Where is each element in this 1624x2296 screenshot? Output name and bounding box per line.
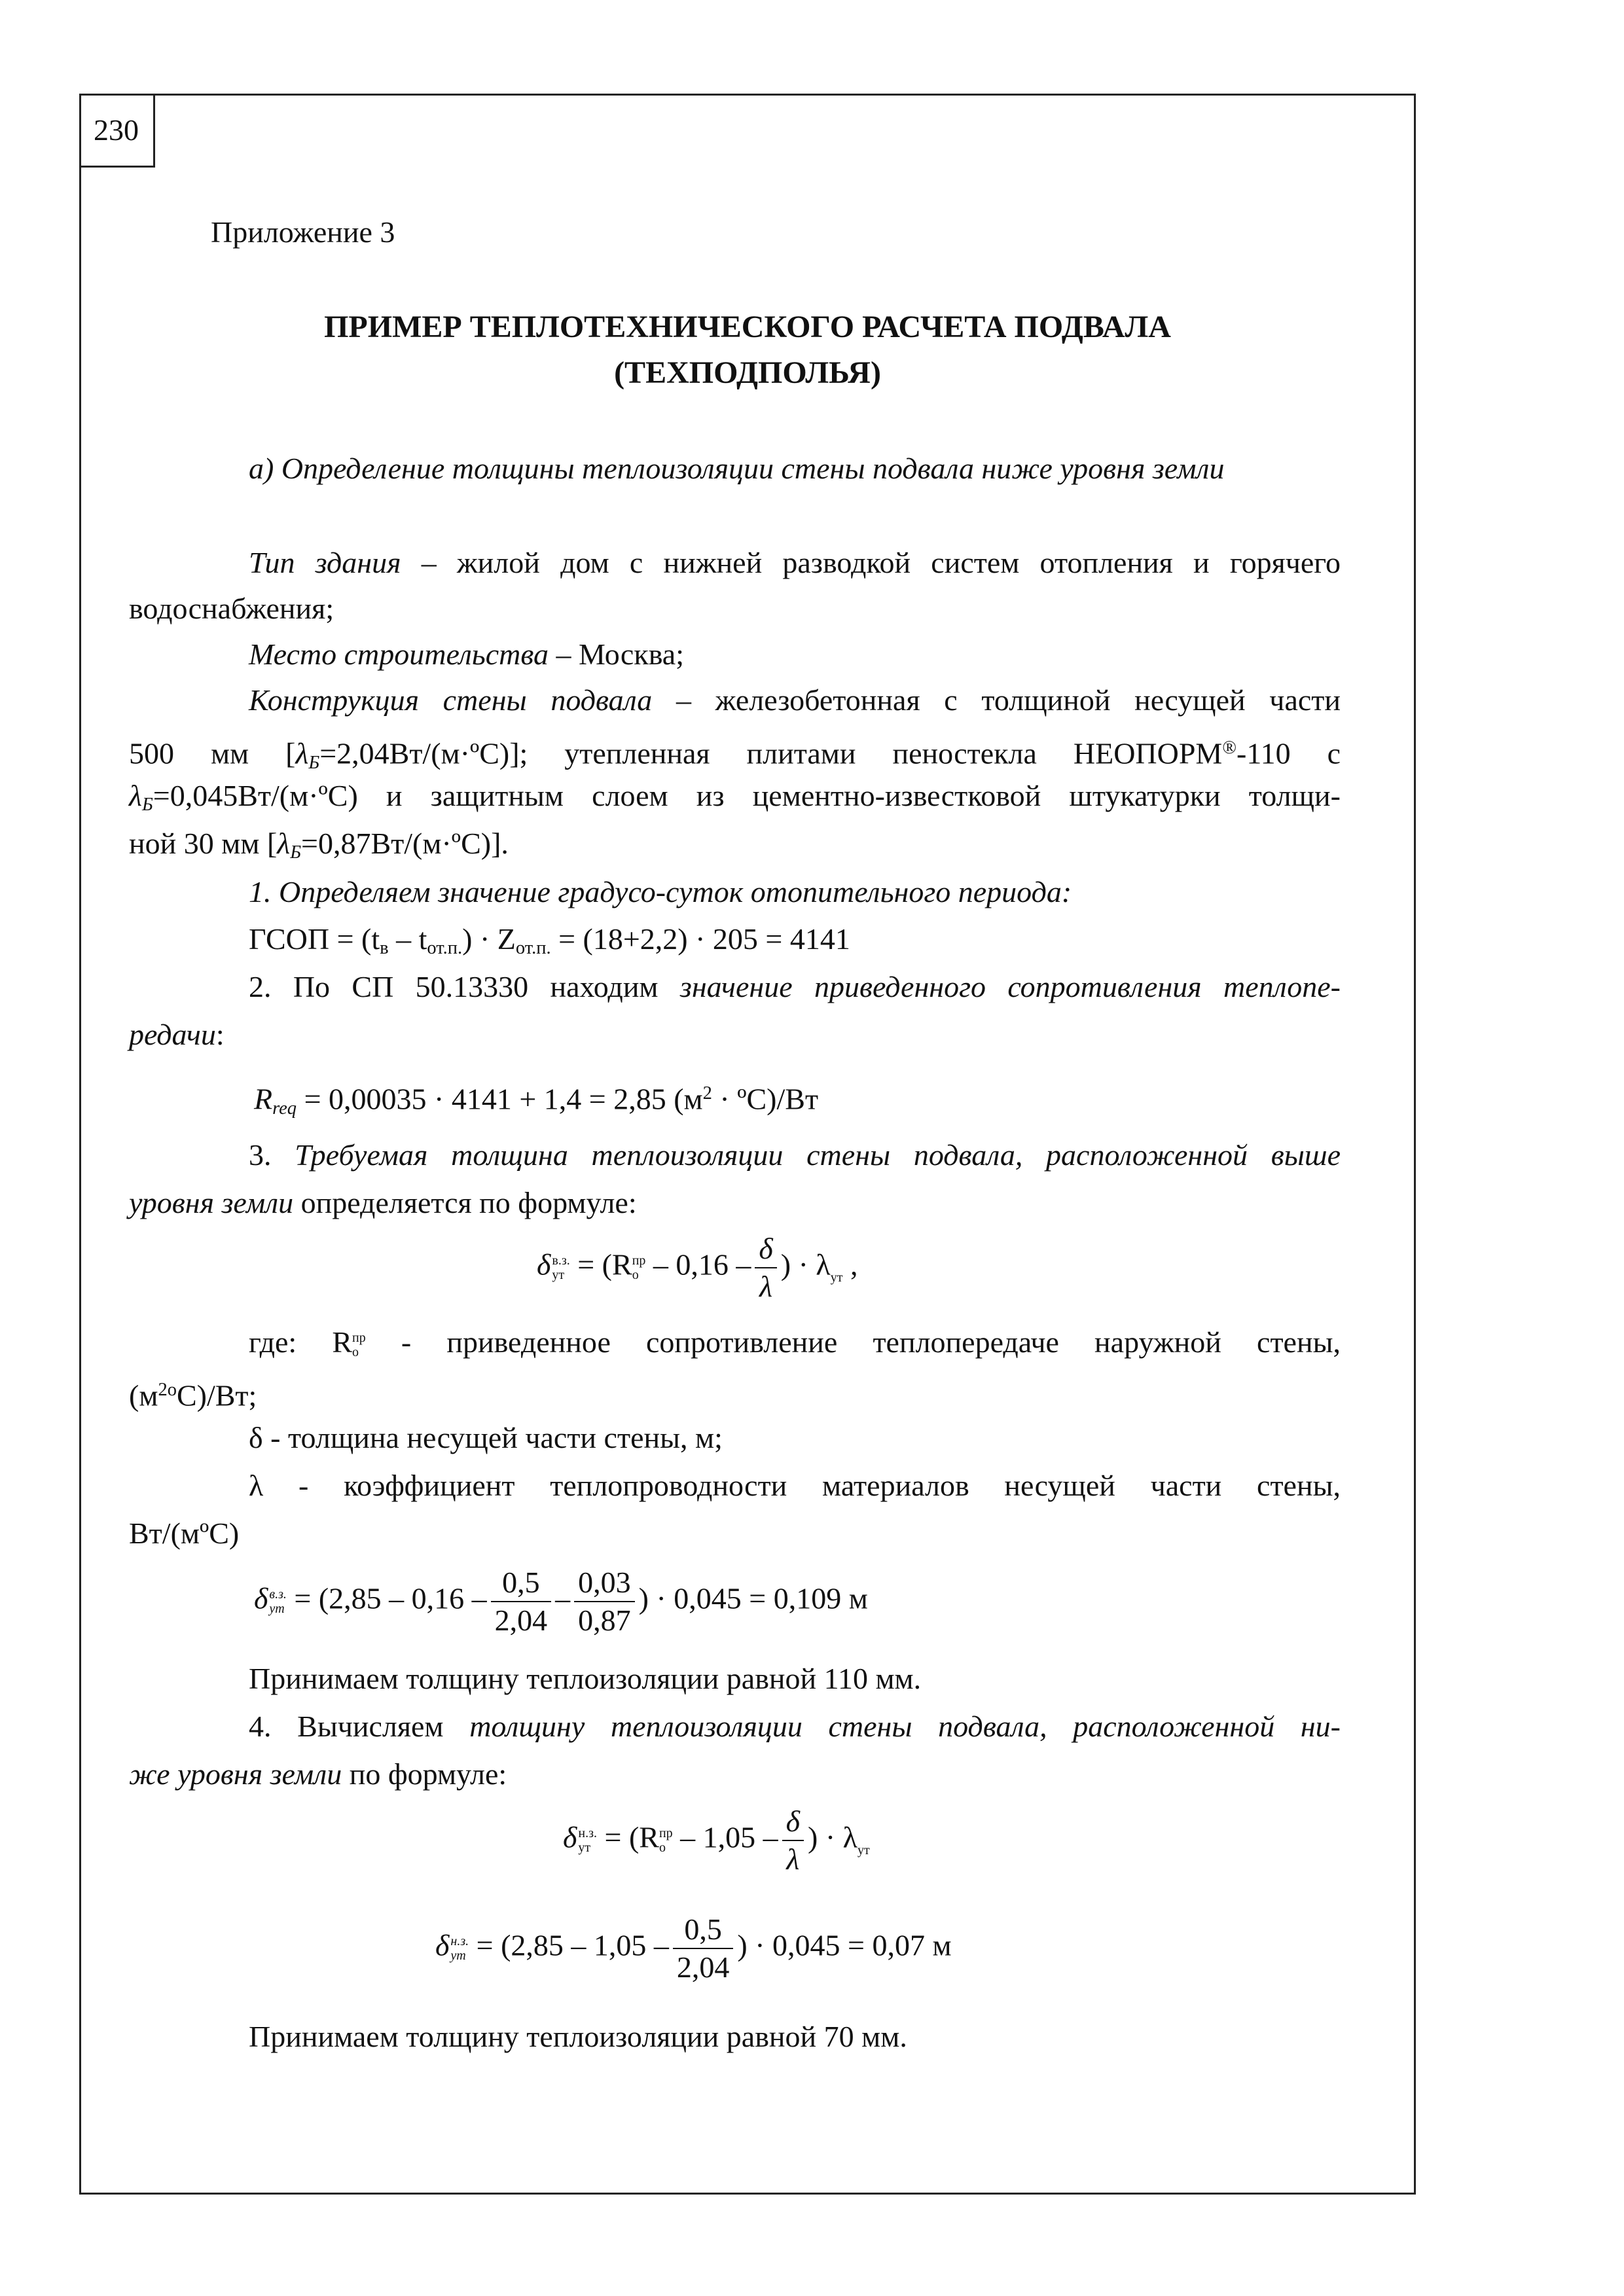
formula-subscript: ут xyxy=(830,1270,843,1285)
formula-superscript: пр xyxy=(632,1253,646,1268)
location-line xyxy=(249,635,684,674)
formula-superscript: в.з. xyxy=(269,1587,287,1602)
gsop-formula xyxy=(249,920,850,968)
fraction-denominator: 2,04 xyxy=(676,1950,730,1984)
where-line2 xyxy=(129,1371,257,1416)
formula-insulation-below-ground xyxy=(563,1803,870,1878)
formula-part: ) · 0,045 = 0,109 м xyxy=(638,1581,868,1615)
step3-italic: Требуемая толщина теплоизоляции стены подвала, расположенной выше xyxy=(295,1138,1341,1172)
formula-part: , xyxy=(842,1247,858,1282)
page-title-line2: (ТЕХПОДПОЛЬЯ) xyxy=(614,355,881,390)
where-superscript: пр xyxy=(352,1331,366,1346)
formula-part: ) · λ xyxy=(808,1820,857,1854)
formula-fraction xyxy=(782,1803,804,1878)
formula-subscript: о xyxy=(659,1840,666,1855)
step4-line1 xyxy=(249,1707,1341,1746)
rreq-text: = 0,00035 · 4141 + 1,4 = 2,85 (м xyxy=(297,1082,703,1116)
lambda-symbol: λ xyxy=(295,736,309,770)
gsop-sub: от.п. xyxy=(427,938,463,959)
fraction-numerator: 0,5 xyxy=(673,1911,734,1949)
step4-line2 xyxy=(129,1755,507,1794)
building-type-text: – жилой дом с нижней разводкой систем отопления и горячего xyxy=(421,546,1341,579)
where-unit-sup: 2о xyxy=(158,1380,177,1400)
fraction-denominator: 0,87 xyxy=(578,1604,631,1637)
where-label: где: R xyxy=(249,1325,353,1359)
lambda-symbol: λ xyxy=(129,779,142,812)
formula-superscript: в.з. xyxy=(552,1253,570,1268)
step4-italic-cont: же уровня земли xyxy=(129,1757,342,1791)
registered-mark: ® xyxy=(1222,738,1237,758)
lambda-subscript: Б xyxy=(308,752,320,773)
step1-heading: 1. Определяем значение градусо-суток отопительного периода: xyxy=(249,875,1072,908)
gsop-part: ГСОП = (t xyxy=(249,922,380,956)
rreq-subscript: req xyxy=(272,1098,297,1119)
fraction-numerator: δ xyxy=(755,1230,776,1268)
rreq-symbol: R xyxy=(254,1082,273,1116)
accept-70mm: Принимаем толщину теплоизоляции равной 70 мм. xyxy=(249,2020,907,2053)
fraction-denominator: λ xyxy=(786,1842,800,1876)
step3-text: определяется по формуле: xyxy=(300,1186,637,1219)
formula-insulation-above-ground xyxy=(537,1230,857,1305)
building-type-cont: водоснабжения; xyxy=(129,592,334,625)
where-text: - приведенное сопротивление теплопередаче наружной стены, xyxy=(365,1325,1341,1359)
construction-text4a: ной 30 мм [ xyxy=(129,827,278,860)
formula-fraction xyxy=(574,1564,635,1639)
formula-part: = (R xyxy=(597,1820,659,1854)
section-subtitle: а) Определение толщины теплоизоляции стены подвала ниже уровня земли xyxy=(249,452,1225,485)
formula-fraction xyxy=(755,1230,776,1305)
lambda-subscript: Б xyxy=(141,795,153,816)
formula-fraction xyxy=(491,1564,552,1639)
delta-definition: δ - толщина несущей части стены, м; xyxy=(249,1421,723,1454)
page-number: 230 xyxy=(79,94,155,168)
step2-line2 xyxy=(129,1015,225,1054)
construction-text2b: =2,04Вт/(м·ºС)]; утепленная плитами пеностекла НЕОПОРМ xyxy=(319,736,1223,770)
formula-superscript: н.з. xyxy=(578,1826,597,1840)
formula-part: – xyxy=(555,1581,571,1615)
lambda-definition-line1: λ - коэффициент теплопроводности материалов несущей части стены, xyxy=(249,1469,1341,1502)
step3-line1 xyxy=(249,1136,1341,1175)
formula-delta: δ xyxy=(537,1247,551,1282)
construction-text2c: -110 с xyxy=(1236,736,1341,770)
step3-italic-cont: уровня земли xyxy=(129,1186,294,1219)
step2-colon: : xyxy=(215,1018,225,1051)
step2-text: 2. По СП 50.13330 находим xyxy=(249,970,659,1003)
construction-line2 xyxy=(129,728,1341,783)
step2-line1 xyxy=(249,967,1341,1007)
formula-part: = (R xyxy=(569,1247,632,1282)
step3-line2 xyxy=(129,1183,637,1223)
formula-subscript: ут xyxy=(450,1948,466,1963)
formula-part: = (2,85 – 1,05 – xyxy=(469,1928,669,1962)
lambda-definition-line2: Вт/(мºС) xyxy=(129,1516,240,1550)
fraction-numerator: 0,03 xyxy=(574,1564,635,1602)
where-subscript: о xyxy=(352,1345,359,1360)
rreq-tail: · ºС)/Вт xyxy=(712,1082,819,1116)
formula-subscript: ут xyxy=(552,1268,565,1282)
formula-delta: δ xyxy=(563,1820,577,1854)
formula-subscript: ут xyxy=(269,1602,285,1616)
construction-line1 xyxy=(249,681,1341,720)
gsop-sub: в xyxy=(380,938,389,959)
formula-part: ) · λ xyxy=(780,1247,831,1282)
gsop-part: = (18+2,2) · 205 = 4141 xyxy=(550,922,850,956)
formula-subscript: ут xyxy=(857,1842,870,1857)
formula-part: ) · 0,045 = 0,07 м xyxy=(737,1928,952,1962)
formula-part: – 0,16 – xyxy=(645,1247,751,1282)
formula-superscript: пр xyxy=(659,1826,673,1840)
formula-subscript: ут xyxy=(578,1840,591,1855)
formula-part: = (2,85 – 0,16 – xyxy=(286,1581,487,1615)
step2-italic-cont: редачи xyxy=(129,1018,216,1051)
construction-label: Конструкция стены подвала xyxy=(249,683,653,717)
formula-subscript: о xyxy=(632,1268,639,1282)
accept-110mm: Принимаем толщину теплоизоляции равной 110 мм. xyxy=(249,1662,922,1695)
appendix-label: Приложение 3 xyxy=(211,215,395,249)
formula-above-ground-calc xyxy=(254,1564,868,1639)
construction-line3 xyxy=(129,776,1341,825)
fraction-denominator: 2,04 xyxy=(494,1604,548,1637)
fraction-denominator: λ xyxy=(759,1270,773,1303)
gsop-part: ) · Z xyxy=(462,922,516,956)
step4-text: 4. Вычисляем xyxy=(249,1710,444,1743)
formula-superscript: н.з. xyxy=(450,1934,469,1948)
location-text: – Москва; xyxy=(556,637,685,671)
fraction-numerator: 0,5 xyxy=(491,1564,552,1602)
construction-text3: =0,045Вт/(м·ºС) и защитным слоем из цементно-известковой штукатурки толщи- xyxy=(153,779,1341,812)
construction-line4 xyxy=(129,824,509,872)
building-type-label: Тип здания xyxy=(249,546,401,579)
formula-part: – 1,05 – xyxy=(672,1820,778,1854)
formula-delta: δ xyxy=(435,1928,450,1962)
rreq-superscript: 2 xyxy=(702,1083,712,1103)
step2-italic: значение приведенного сопротивления теплопе- xyxy=(679,970,1341,1003)
step4-italic: толщину теплоизоляции стены подвала, расположенной ни- xyxy=(469,1710,1341,1743)
construction-text2a: 500 мм [ xyxy=(129,736,296,770)
rreq-formula xyxy=(254,1074,818,1128)
formula-delta: δ xyxy=(254,1581,268,1615)
construction-text4b: =0,87Вт/(м·ºС)]. xyxy=(301,827,509,860)
gsop-sub: от.п. xyxy=(515,938,551,959)
lambda-symbol: λ xyxy=(277,827,291,860)
lambda-subscript: Б xyxy=(290,842,302,863)
where-line1 xyxy=(249,1323,1341,1362)
where-unit-tail: С)/Вт; xyxy=(176,1378,257,1412)
formula-below-ground-calc xyxy=(435,1911,952,1986)
gsop-part: – t xyxy=(388,922,427,956)
location-label: Место строительства xyxy=(249,637,549,671)
step3-number: 3. xyxy=(249,1138,272,1172)
page-title-line1: ПРИМЕР ТЕПЛОТЕХНИЧЕСКОГО РАСЧЕТА ПОДВАЛА xyxy=(324,310,1171,344)
step4-text: по формуле: xyxy=(349,1757,507,1791)
building-type-line xyxy=(249,543,1341,583)
formula-fraction xyxy=(673,1911,734,1986)
construction-text1: – железобетонная с толщиной несущей части xyxy=(676,683,1341,717)
fraction-numerator: δ xyxy=(782,1803,804,1841)
where-unit: (м xyxy=(129,1378,158,1412)
